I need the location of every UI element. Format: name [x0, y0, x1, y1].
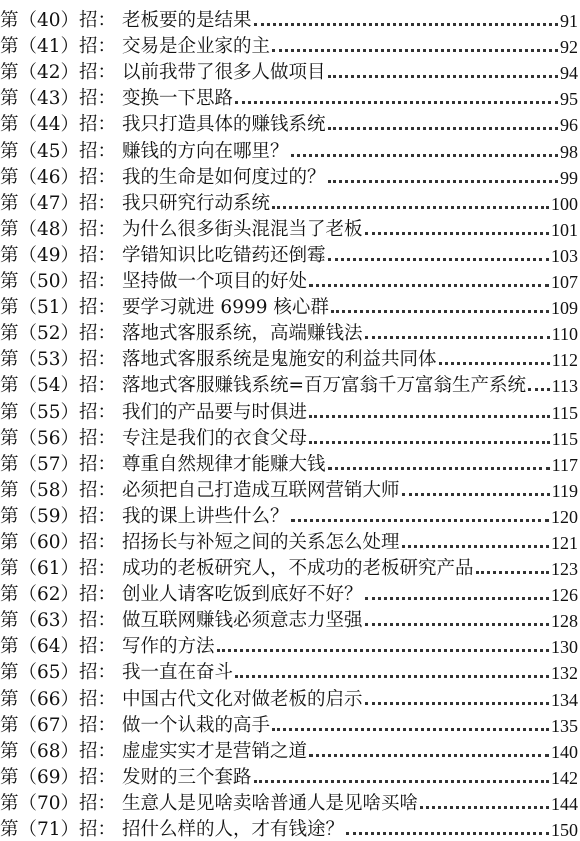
toc-entry-number: 第（67）招：	[0, 714, 117, 736]
toc-entry[interactable]	[0, 606, 578, 632]
toc-entry-title: 做互联网赚钱必须意志力坚强	[122, 610, 363, 632]
toc-entry-title: 我的课上讲些什么？	[122, 505, 289, 527]
toc-entry-page: 135	[551, 715, 578, 736]
toc-entry-page: 115	[551, 402, 578, 423]
toc-entry-number: 第（62）招：	[0, 584, 117, 606]
toc-entry-page: 107	[551, 272, 578, 293]
toc-entry-title: 招扬长与补短之间的关系怎么处理	[122, 531, 400, 553]
toc-entry-title: 成功的老板研究人，不成功的老板研究产品	[122, 558, 474, 580]
toc-entry-title: 写作的方法	[122, 636, 215, 658]
toc-entry-page: 101	[551, 219, 578, 240]
dot-leader	[331, 310, 549, 313]
dot-leader	[365, 336, 550, 339]
dot-leader	[346, 832, 549, 835]
toc-entry-page: 140	[551, 741, 578, 762]
dot-leader	[365, 623, 549, 626]
toc-entry[interactable]	[0, 763, 578, 789]
toc-entry[interactable]	[0, 293, 578, 319]
toc-entry-page: 103	[551, 245, 578, 266]
toc-entry-title: 做一个认栽的高手	[122, 714, 271, 736]
toc-entry[interactable]	[0, 371, 578, 397]
dot-leader	[254, 23, 558, 26]
toc-entry-number: 第（49）招：	[0, 244, 117, 266]
toc-entry[interactable]	[0, 580, 578, 606]
dot-leader	[309, 284, 549, 287]
toc-entry-number: 第（54）招：	[0, 375, 117, 397]
toc-entry-number: 第（56）招：	[0, 427, 117, 449]
toc-entry-title: 专注是我们的衣食父母	[122, 427, 308, 449]
toc-entry-title: 中国古代文化对做老板的启示	[122, 688, 363, 710]
toc-entry-title: 我一直在奋斗	[122, 662, 234, 684]
toc-entry-number: 第（71）招：	[0, 819, 117, 840]
toc-entry-title: 坚持做一个项目的好处	[122, 271, 308, 293]
dot-leader	[365, 597, 549, 600]
toc-entry-title: 发财的三个套路	[122, 766, 252, 788]
toc-entry-title: 尊重自然规律才能赚大钱	[122, 453, 326, 475]
toc-entry-title: 我们的产品要与时俱进	[122, 401, 308, 423]
dot-leader	[272, 728, 549, 731]
toc-entry-page: 119	[551, 480, 578, 501]
toc-entry-number: 第（48）招：	[0, 218, 117, 240]
toc-entry-number: 第（50）招：	[0, 271, 117, 293]
toc-entry-page: 134	[551, 689, 578, 710]
toc-entry[interactable]	[0, 32, 578, 58]
toc-entry[interactable]	[0, 163, 578, 189]
toc-entry-title: 我的生命是如何度过的？	[122, 166, 326, 188]
dot-leader	[402, 545, 549, 548]
dot-leader	[402, 493, 550, 496]
toc-entry[interactable]	[0, 684, 578, 710]
toc-entry[interactable]	[0, 189, 578, 215]
dot-leader	[291, 519, 549, 522]
toc-entry-number: 第（58）招：	[0, 479, 117, 501]
toc-entry-page: 91	[560, 11, 578, 32]
toc-entry-number: 第（47）招：	[0, 192, 117, 214]
toc-entry[interactable]	[0, 136, 578, 162]
toc-entry[interactable]	[0, 502, 578, 528]
toc-entry-page: 150	[551, 820, 578, 840]
dot-leader	[291, 154, 558, 157]
toc-entry-title: 为什么很多街头混混当了老板	[122, 218, 363, 240]
toc-entry-title: 生意人是见啥卖啥普通人是见啥买啥	[122, 792, 419, 814]
toc-entry-page: 128	[551, 611, 578, 632]
toc-entry-number: 第（70）招：	[0, 792, 117, 814]
toc-entry-page: 142	[551, 767, 578, 788]
toc-entry-number: 第（68）招：	[0, 740, 117, 762]
dot-leader	[476, 571, 549, 574]
toc-entry-title: 必须把自己打造成互联网营销大师	[122, 479, 400, 501]
dot-leader	[365, 702, 549, 705]
dot-leader	[217, 649, 549, 652]
toc-entry-number: 第（40）招：	[0, 10, 117, 32]
toc-entry-number: 第（42）招：	[0, 62, 117, 84]
toc-entry-title: 我只研究行动系统	[122, 192, 271, 214]
toc-entry-number: 第（65）招：	[0, 662, 117, 684]
toc-entry-number: 第（43）招：	[0, 88, 117, 110]
toc-entry[interactable]	[0, 84, 578, 110]
toc-entry-title: 要学习就进 6999 核心群	[122, 297, 329, 319]
toc-entry-number: 第（69）招：	[0, 766, 117, 788]
toc-entry[interactable]	[0, 319, 578, 345]
toc-entry[interactable]	[0, 554, 578, 580]
toc-entry-page: 96	[560, 115, 578, 136]
toc-entry-page: 132	[551, 663, 578, 684]
toc-entry-page: 110	[551, 324, 578, 345]
toc-entry[interactable]	[0, 528, 578, 554]
toc-entry-number: 第（51）招：	[0, 297, 117, 319]
dot-leader	[328, 180, 558, 183]
dot-leader	[309, 754, 549, 757]
toc-entry-page: 126	[551, 585, 578, 606]
toc-entry-number: 第（66）招：	[0, 688, 117, 710]
toc-entry-page: 121	[551, 532, 578, 553]
toc-entry-number: 第（64）招：	[0, 636, 117, 658]
dot-leader	[328, 127, 558, 130]
dot-leader	[328, 258, 549, 261]
toc-entry-number: 第（57）招：	[0, 453, 117, 475]
toc-entry-number: 第（46）招：	[0, 166, 117, 188]
toc-entry[interactable]	[0, 241, 578, 267]
toc-entry-title: 赚钱的方向在哪里？	[122, 140, 289, 162]
dot-leader	[235, 675, 549, 678]
toc-entry[interactable]	[0, 397, 578, 423]
toc-entry-number: 第（59）招：	[0, 505, 117, 527]
dot-leader	[272, 49, 558, 52]
toc-entry-title: 落地式客服赚钱系统=百万富翁千万富翁生产系统	[122, 375, 527, 397]
table-of-contents	[0, 6, 578, 841]
toc-entry[interactable]	[0, 737, 578, 763]
toc-entry[interactable]	[0, 110, 578, 136]
toc-entry-page: 99	[560, 167, 578, 188]
toc-entry-page: 115	[551, 428, 578, 449]
toc-entry-title: 创业人请客吃饭到底好不好？	[122, 584, 363, 606]
toc-entry-title: 变换一下思路	[122, 88, 234, 110]
toc-entry-number: 第（41）招：	[0, 36, 117, 58]
dot-leader	[365, 232, 549, 235]
dot-leader	[235, 101, 558, 104]
toc-entry-number: 第（52）招：	[0, 323, 117, 345]
toc-entry-title: 我只打造具体的赚钱系统	[122, 114, 326, 136]
dot-leader	[420, 806, 549, 809]
toc-entry-page: 94	[560, 63, 578, 84]
dot-leader	[328, 75, 558, 78]
toc-entry-number: 第（60）招：	[0, 531, 117, 553]
dot-leader	[528, 388, 550, 391]
toc-entry[interactable]	[0, 267, 578, 293]
toc-entry-number: 第（55）招：	[0, 401, 117, 423]
toc-entry-page: 120	[551, 506, 578, 527]
toc-entry-number: 第（45）招：	[0, 140, 117, 162]
toc-entry-title: 招什么样的人，才有钱途？	[122, 819, 345, 840]
toc-entry[interactable]	[0, 658, 578, 684]
toc-entry-page: 130	[551, 637, 578, 658]
toc-entry-page: 109	[551, 298, 578, 319]
toc-entry[interactable]	[0, 789, 578, 815]
toc-entry-number: 第（44）招：	[0, 114, 117, 136]
toc-entry[interactable]	[0, 711, 578, 737]
toc-entry[interactable]	[0, 815, 578, 841]
toc-entry-title: 学错知识比吃错药还倒霉	[122, 244, 326, 266]
dot-leader	[309, 415, 550, 418]
toc-entry-page: 117	[551, 454, 578, 475]
toc-entry-page: 144	[551, 793, 578, 814]
toc-entry[interactable]	[0, 58, 578, 84]
toc-entry-page: 95	[560, 89, 578, 110]
toc-entry[interactable]	[0, 632, 578, 658]
toc-entry[interactable]	[0, 476, 578, 502]
toc-entry-page: 123	[551, 559, 578, 580]
toc-entry-title: 虚虚实实才是营销之道	[122, 740, 308, 762]
toc-entry-page: 100	[551, 193, 578, 214]
toc-entry-page: 112	[551, 350, 578, 371]
toc-entry-title: 以前我带了很多人做项目	[122, 62, 326, 84]
toc-entry-title: 交易是企业家的主	[122, 36, 271, 58]
toc-entry-page: 113	[551, 376, 578, 397]
toc-entry[interactable]	[0, 6, 578, 32]
toc-entry[interactable]	[0, 450, 578, 476]
dot-leader	[254, 780, 549, 783]
toc-entry-number: 第（61）招：	[0, 558, 117, 580]
toc-entry[interactable]	[0, 345, 578, 371]
toc-entry-page: 92	[560, 37, 578, 58]
toc-entry-title: 老板要的是结果	[122, 10, 252, 32]
dot-leader	[439, 362, 550, 365]
dot-leader	[328, 467, 550, 470]
toc-entry[interactable]	[0, 424, 578, 450]
toc-entry[interactable]	[0, 215, 578, 241]
toc-entry-number: 第（63）招：	[0, 610, 117, 632]
dot-leader	[272, 206, 549, 209]
toc-entry-page: 98	[560, 141, 578, 162]
dot-leader	[309, 441, 550, 444]
toc-entry-title: 落地式客服系统是鬼施安的利益共同体	[122, 349, 437, 371]
toc-entry-number: 第（53）招：	[0, 349, 117, 371]
toc-entry-title: 落地式客服系统，高端赚钱法	[122, 323, 363, 345]
